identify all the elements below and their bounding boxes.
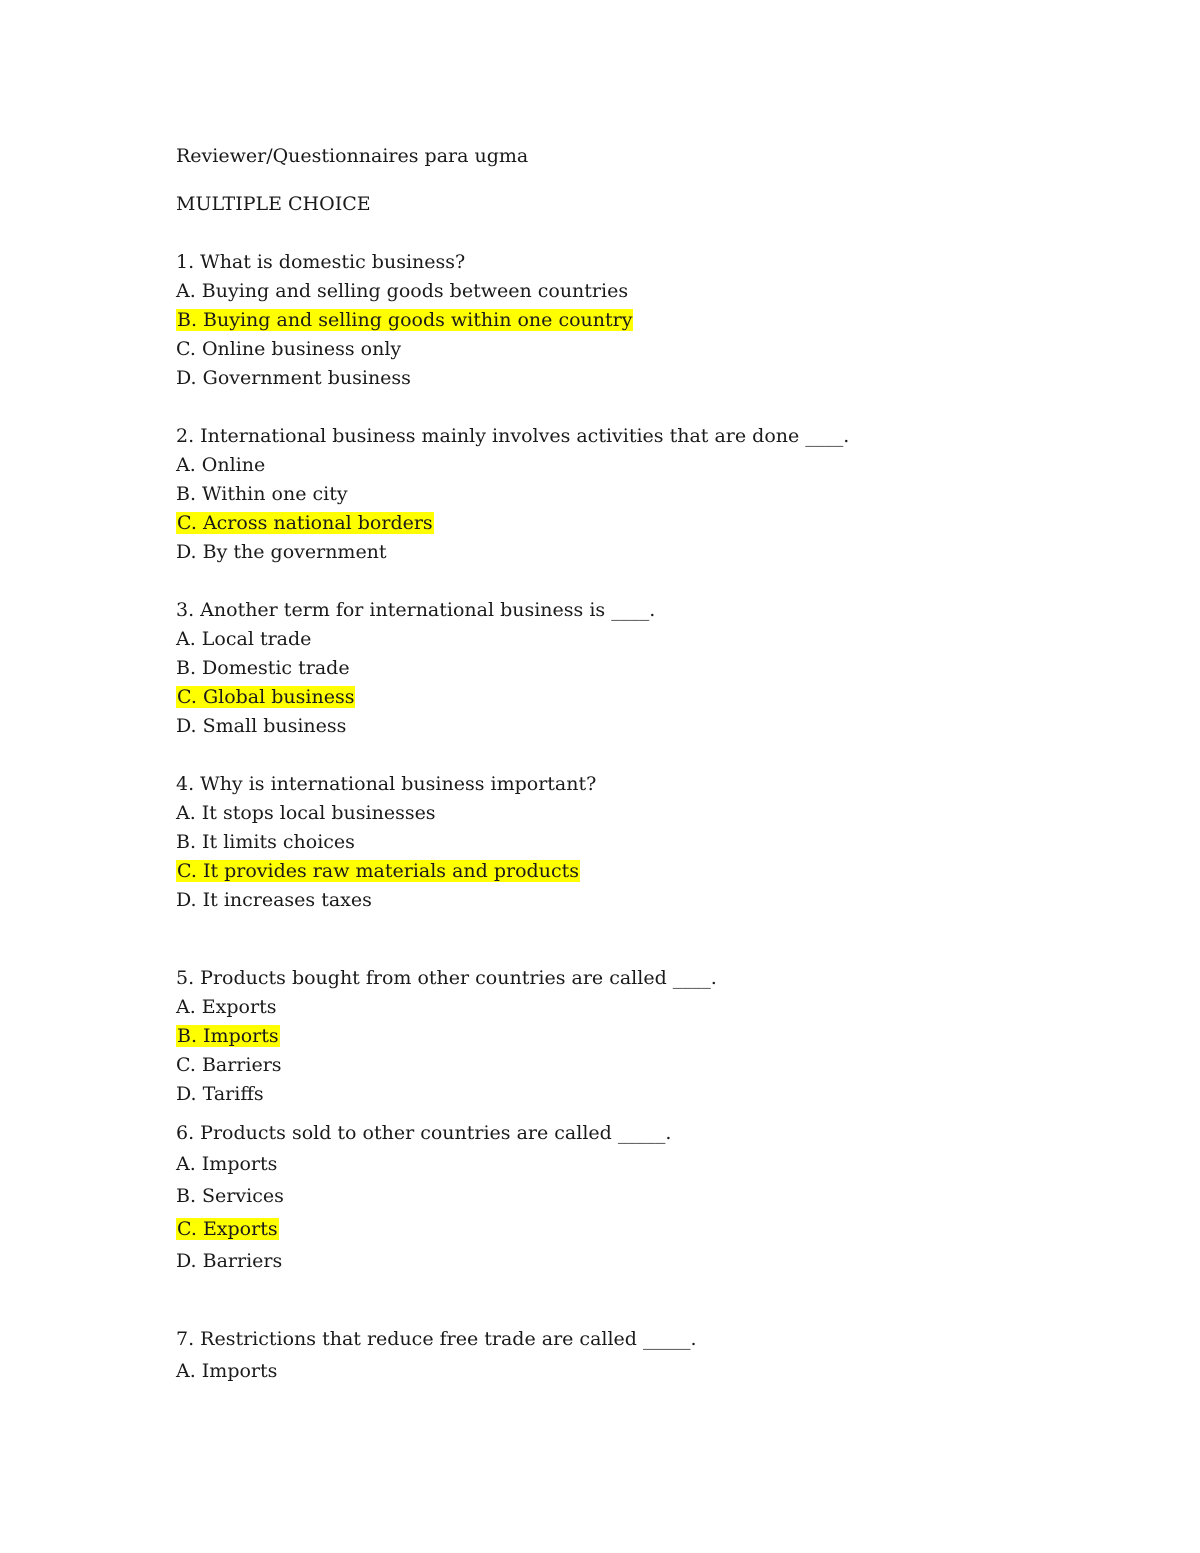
- correct-option-text: C. Global business: [177, 686, 355, 708]
- section-heading: MULTIPLE CHOICE: [176, 193, 371, 215]
- option-text: D. Government business: [176, 367, 411, 389]
- option-text: A. Local trade: [176, 628, 312, 650]
- answer-highlight: [176, 1217, 279, 1241]
- question-text: 3. Another term for international business is ____.: [176, 599, 656, 621]
- option-text: B. Services: [176, 1185, 284, 1207]
- answer-highlight: [176, 859, 580, 883]
- option-text: A. Online: [176, 454, 266, 476]
- option-text: D. Barriers: [176, 1250, 283, 1272]
- answer-highlight: [176, 511, 434, 535]
- question-text: 1. What is domestic business?: [176, 251, 466, 273]
- question-text: 5. Products bought from other countries are called ____.: [176, 967, 717, 989]
- option-text: D. Small business: [176, 715, 347, 737]
- option-text: A. Buying and selling goods between countries: [176, 280, 629, 302]
- option-text: B. Within one city: [176, 483, 348, 505]
- correct-option-text: B. Buying and selling goods within one country: [177, 309, 633, 331]
- document-title: Reviewer/Questionnaires para ugma: [176, 145, 529, 167]
- question-text: 2. International business mainly involves activities that are done ____.: [176, 425, 850, 447]
- option-text: D. It increases taxes: [176, 889, 372, 911]
- option-text: D. Tariffs: [176, 1083, 264, 1105]
- correct-option-text: C. Exports: [177, 1218, 278, 1240]
- question-text: 6. Products sold to other countries are called _____.: [176, 1122, 672, 1144]
- answer-highlight: [176, 308, 633, 332]
- correct-option-text: B. Imports: [177, 1025, 279, 1047]
- option-text: D. By the government: [176, 541, 387, 563]
- option-text: B. Domestic trade: [176, 657, 350, 679]
- option-text: A. Exports: [176, 996, 277, 1018]
- option-text: B. It limits choices: [176, 831, 355, 853]
- correct-option-text: C. It provides raw materials and products: [177, 860, 579, 882]
- option-text: C. Online business only: [176, 338, 402, 360]
- option-text: A. Imports: [176, 1153, 278, 1175]
- answer-highlight: [176, 685, 355, 709]
- option-text: A. It stops local businesses: [176, 802, 436, 824]
- option-text: C. Barriers: [176, 1054, 282, 1076]
- question-text: 4. Why is international business important?: [176, 773, 597, 795]
- question-text: 7. Restrictions that reduce free trade are called _____.: [176, 1328, 697, 1350]
- correct-option-text: C. Across national borders: [177, 512, 433, 534]
- option-text: A. Imports: [176, 1360, 278, 1382]
- answer-highlight: [176, 1024, 280, 1048]
